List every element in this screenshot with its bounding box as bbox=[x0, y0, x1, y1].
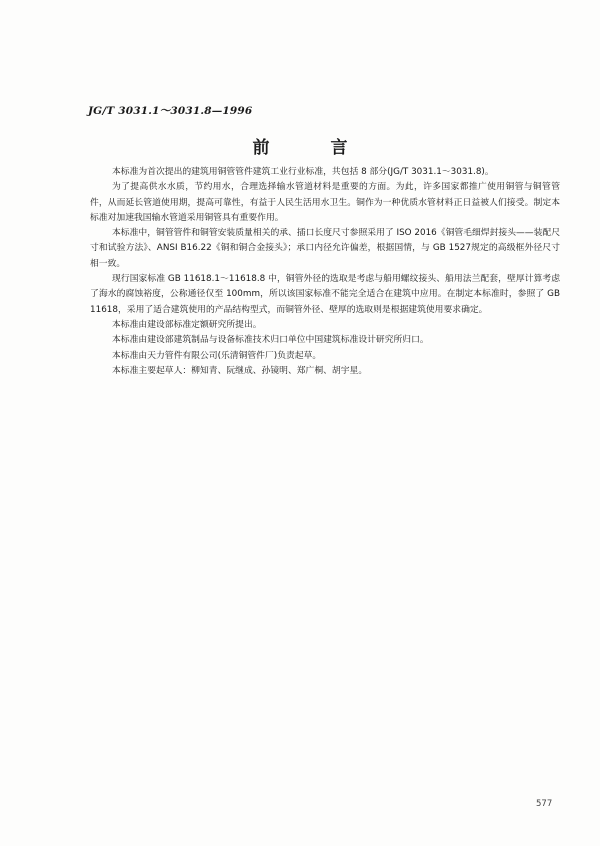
paragraph-drafted-by: 本标准由天力管件有限公司(乐清铜管件厂)负责起草。 bbox=[112, 350, 322, 361]
paragraph-references: 本标准中，铜管管件和铜管安装质量相关的承、插口长度尺寸参照采用了 ISO 2016《铜管毛细焊封接头——装配尺寸和试验方法》、ANSI B16.22《铜和铜合金接头》；承口内径允许偏差，根据国情，与 GB 1527规定的高级框外径尺寸相一致。 bbox=[90, 228, 560, 269]
page-number: 577 bbox=[536, 799, 553, 809]
page-title: 前 言 bbox=[252, 138, 370, 158]
paragraph-drafters: 本标准主要起草人：柳知青、阮继成、孙镜明、郑广桐、胡宇星。 bbox=[112, 365, 368, 376]
paragraph-national-standard: 现行国家标准 GB 11618.1～11618.8 中，铜管外径的选取是考虑与船用螺纹接头、船用法兰配套，壁厚计算考虑了海水的腐蚀裕度，公称通径仅至 100mm，所以该国家标准不能完全适合在建筑中应用。在制定本标准时，参照了 GB 11618，采用了适合建筑使用的产品结构型式，而铜管外径、壁厚的选取则是根据建筑使用要求确定。 bbox=[90, 274, 560, 315]
paragraph-proposed-by: 本标准由建设部标准定额研究所提出。 bbox=[112, 319, 262, 330]
standard-code: JG/T 3031.1～3031.8—1996 bbox=[88, 105, 253, 117]
paragraph-managed-by: 本标准由建设部建筑制品与设备标准技术归口单位中国建筑标准设计研究所归口。 bbox=[112, 335, 429, 346]
paragraph-scope: 本标准为首次提出的建筑用铜管管件建筑工业行业标准，共包括 8 部分(JG/T 3031.1～3031.8)。 bbox=[112, 167, 494, 177]
paragraph-background: 为了提高供水水质，节约用水，合理选择输水管道材料是重要的方面。为此，许多国家都推广使用铜管与铜管管件，从而延长管道使用期，提高可靠性，有益于人民生活用水卫生。铜作为一种优质水管材料正日益被人们接受。制定本标准对加速我国输水管道采用铜管具有重要作用。 bbox=[90, 182, 560, 223]
foreword-body bbox=[90, 165, 560, 379]
